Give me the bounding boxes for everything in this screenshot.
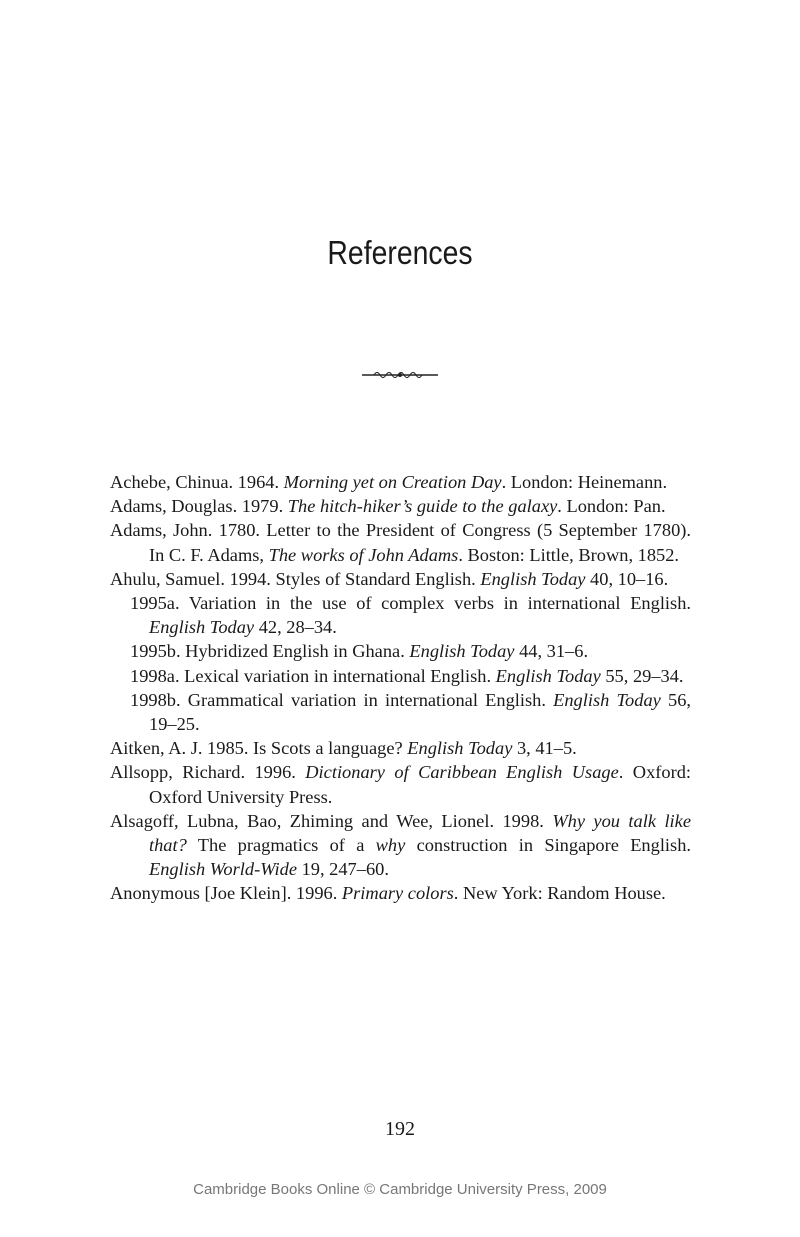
reference-entry: 1998b. Grammatical variation in international English. English Today 56, 19–25. [130, 689, 691, 735]
reference-entry: Aitken, A. J. 1985. Is Scots a language? English Today 3, 41–5. [110, 738, 577, 759]
reference-entry: Adams, John. 1780. Letter to the President of Congress (5 September 1780). In C. F. Adams, The works of John Adams. Boston: Little, Brown, 1852. [110, 520, 691, 565]
copyright-footer: Cambridge Books Online © Cambridge University Press, 2009 [193, 1181, 607, 1198]
reference-entry: Achebe, Chinua. 1964. Morning yet on Creation Day. London: Heinemann. [110, 472, 668, 492]
page-number: 192 [385, 1118, 415, 1140]
reference-entry: Alsagoff, Lubna, Bao, Zhiming and Wee, Lionel. 1998. Why you talk like that? The pragmatics of a why construction in Singapore English. English World-Wide 19, 247–60. [110, 810, 691, 880]
reference-entry: 1995a. Variation in the use of complex verbs in international English. English Today 42, 28–34. [130, 593, 691, 638]
reference-entry: 1998a. Lexical variation in international English. English Today 55, 29–34. [130, 665, 684, 686]
reference-entry: Allsopp, Richard. 1996. Dictionary of Caribbean English Usage. Oxford: Oxford University Press. [110, 762, 692, 807]
page-title: References [327, 234, 473, 271]
reference-list [110, 470, 691, 906]
reference-entry: Anonymous [Joe Klein]. 1996. Primary colors. New York: Random House. [110, 883, 666, 904]
reference-entry: Ahulu, Samuel. 1994. Styles of Standard English. English Today 40, 10–16. [110, 568, 669, 589]
reference-entry: 1995b. Hybridized English in Ghana. English Today 44, 31–6. [130, 641, 589, 662]
reference-entry: Adams, Douglas. 1979. The hitch-hiker’s guide to the galaxy. London: Pan. [110, 496, 666, 517]
decorative-flourish-icon [362, 368, 438, 382]
